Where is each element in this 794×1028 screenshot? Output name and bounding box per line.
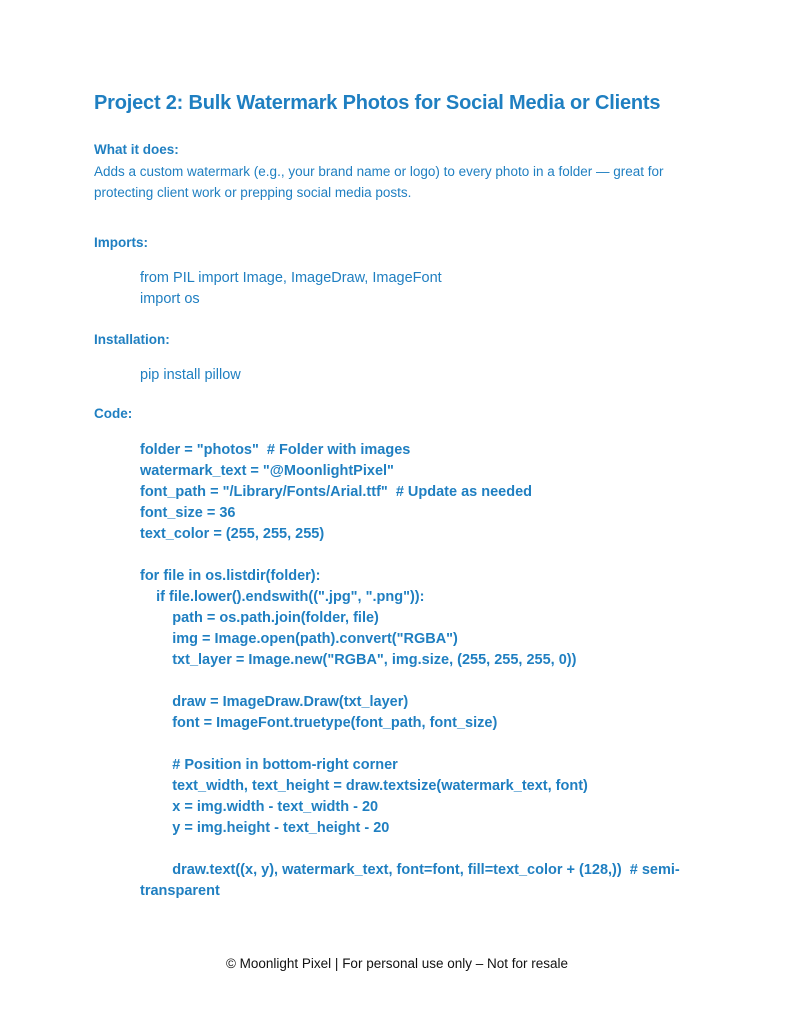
code-line: draw.text((x, y), watermark_text, font=font, fill=text_color + (128,)) # semi- xyxy=(140,862,680,878)
code-line: font_size = 36 xyxy=(140,505,236,521)
code-line: if file.lower().endswith((".jpg", ".png")): xyxy=(140,589,425,605)
code-line: watermark_text = "@MoonlightPixel" xyxy=(140,463,394,479)
code-line xyxy=(140,545,720,566)
code-line: draw = ImageDraw.Draw(txt_layer) xyxy=(140,694,409,710)
code-line: # Position in bottom-right corner xyxy=(140,757,398,773)
code-line: for file in os.listdir(folder): xyxy=(140,568,321,584)
code-line: txt_layer = Image.new("RGBA", img.size, (255, 255, 255, 0)) xyxy=(140,652,577,668)
code-line: font = ImageFont.truetype(font_path, font_size) xyxy=(140,715,498,731)
code-line xyxy=(140,839,720,860)
page-title: Project 2: Bulk Watermark Photos for Social Media or Clients xyxy=(94,92,661,114)
code-line: font_path = "/Library/Fonts/Arial.ttf" # Update as needed xyxy=(140,484,533,500)
code-line: x = img.width - text_width - 20 xyxy=(140,799,379,815)
code-line xyxy=(140,734,720,755)
installation-label: Installation: xyxy=(94,332,170,347)
code-line: y = img.height - text_height - 20 xyxy=(140,820,390,836)
install-command: pip install pillow xyxy=(140,367,241,383)
code-line: transparent xyxy=(140,883,220,899)
footer-copyright: © Moonlight Pixel | For personal use only – Not for resale xyxy=(225,956,569,971)
code-block xyxy=(140,440,720,902)
code-line: text_color = (255, 255, 255) xyxy=(140,526,325,542)
code-line: img = Image.open(path).convert("RGBA") xyxy=(140,631,458,647)
import-line: from PIL import Image, ImageDraw, ImageFont xyxy=(140,270,442,286)
code-line xyxy=(140,671,720,692)
code-line: text_width, text_height = draw.textsize(watermark_text, font) xyxy=(140,778,588,794)
what-it-does-label: What it does: xyxy=(94,142,179,157)
what-it-does-text: Adds a custom watermark (e.g., your brand name or logo) to every photo in a folder — great for protecting client work or prepping social media posts. xyxy=(94,164,664,200)
import-line: import os xyxy=(140,291,200,307)
imports-label: Imports: xyxy=(94,235,148,250)
code-line: path = os.path.join(folder, file) xyxy=(140,610,379,626)
code-label: Code: xyxy=(94,406,133,421)
code-line: folder = "photos" # Folder with images xyxy=(140,442,411,458)
